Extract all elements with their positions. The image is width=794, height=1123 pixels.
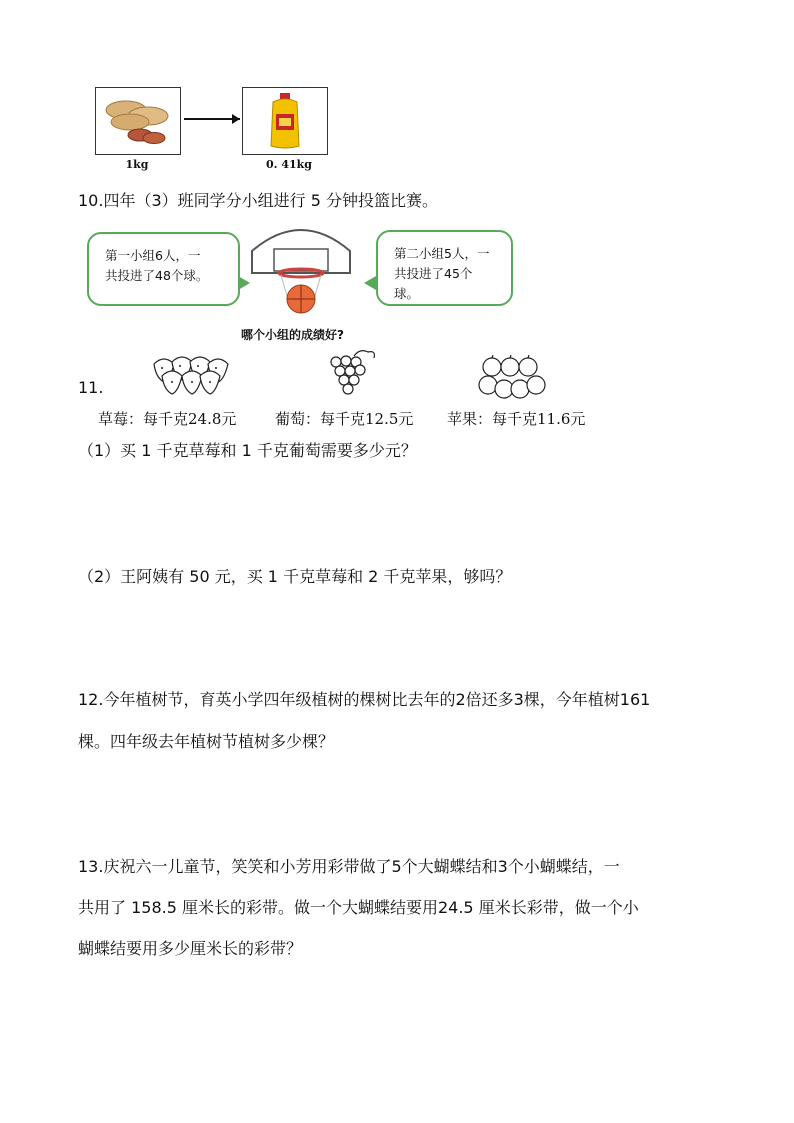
strawberry-icon	[150, 350, 232, 396]
oil-image-frame	[242, 87, 328, 155]
speech-bubble-right	[376, 230, 513, 306]
bubble-right-line-1: 第二小组5人，一	[394, 246, 490, 261]
bubble-left-line-1: 第一小组6人，一	[105, 248, 201, 263]
q11-number: 11.	[78, 378, 104, 397]
q10-title: 10.四年（3）班同学分小组进行 5 分钟投篮比赛。	[78, 191, 438, 210]
peanut-image-frame	[95, 87, 181, 155]
peanut-caption: 1kg	[125, 158, 149, 171]
arrow-head	[232, 114, 240, 124]
bubble-right-line-2: 共投进了45个球。	[394, 266, 473, 301]
q11-sub2: （2）王阿姨有 50 元，买 1 千克草莓和 2 千克苹果，够吗？	[78, 567, 512, 586]
q13-line-3: 蝴蝶结要用多少厘米长的彩带？	[78, 939, 303, 958]
q12-line-2: 棵。四年级去年植树节植树多少棵？	[78, 732, 335, 751]
peanut-icon	[96, 88, 180, 154]
apple-icon	[478, 355, 548, 401]
q11-sub1: （1）买 1 千克草莓和 1 千克葡萄需要多少元？	[78, 441, 417, 460]
q12-line-1: 12.今年植树节，育英小学四年级植树的棵树比去年的2倍还多3棵，今年植树161	[78, 690, 651, 709]
oil-bottle-icon	[243, 88, 327, 154]
basketball-hoop-icon	[246, 221, 356, 321]
q13-line-2: 共用了 158.5 厘米长的彩带。做一个大蝴蝶结要用24.5 厘米长彩带，做一个小	[78, 898, 639, 917]
oil-caption: 0. 41kg	[266, 158, 312, 171]
q10-question: 哪个小组的成绩好?	[241, 328, 344, 342]
apple-price: 苹果：每千克11.6元	[447, 410, 586, 428]
grape-icon	[326, 348, 380, 398]
bubble-left-line-2: 共投进了48个球。	[105, 268, 209, 283]
bubble-right-tail	[364, 276, 376, 290]
q13-line-1: 13.庆祝六一儿童节，笑笑和小芳用彩带做了5个大蝴蝶结和3个小蝴蝶结，一	[78, 857, 620, 876]
grape-price: 葡萄：每千克12.5元	[275, 410, 414, 428]
speech-bubble-left	[87, 232, 240, 306]
strawberry-price: 草莓：每千克24.8元	[98, 410, 237, 428]
